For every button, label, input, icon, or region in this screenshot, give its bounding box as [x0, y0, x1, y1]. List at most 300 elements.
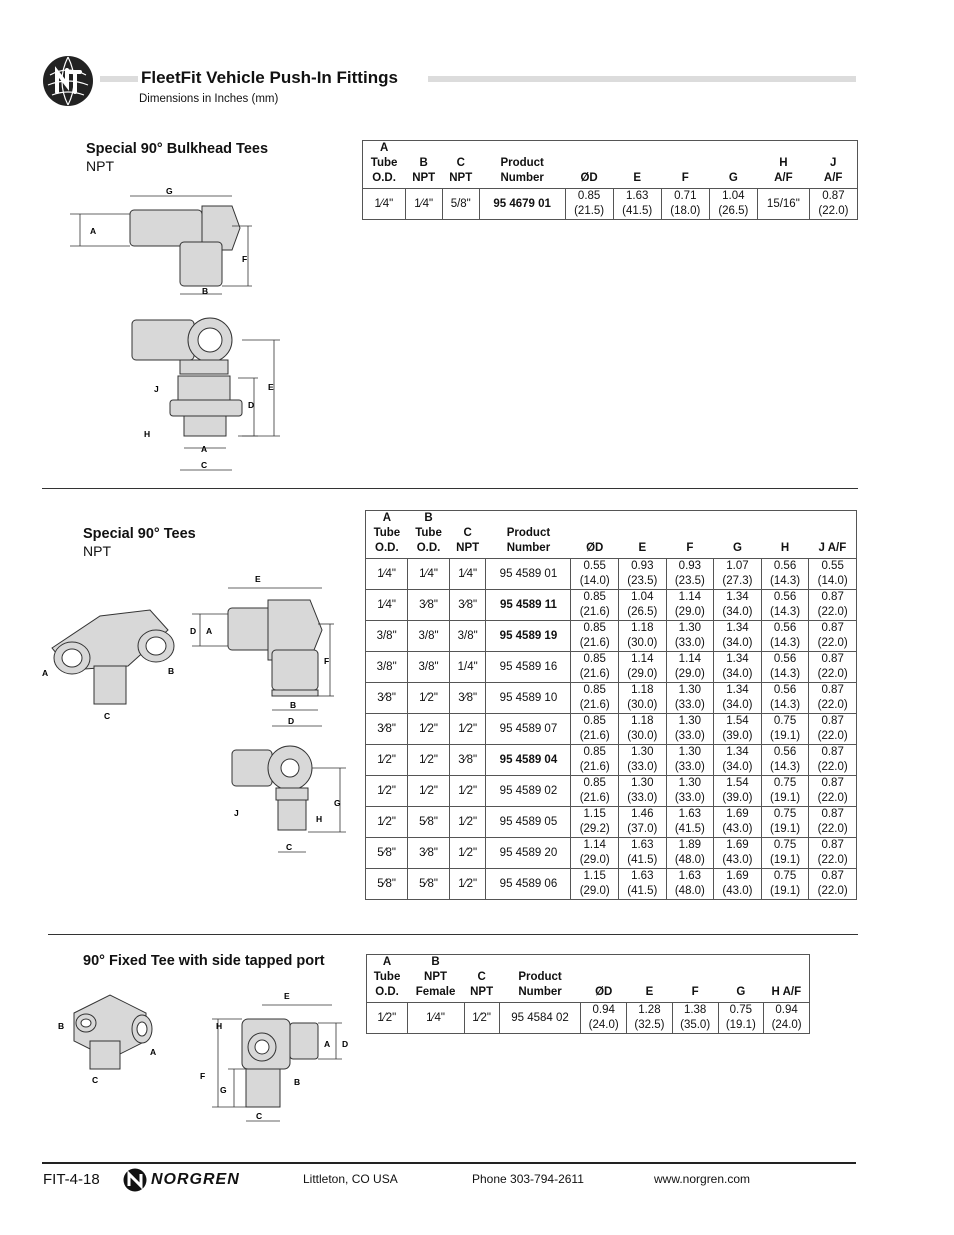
cell-value-in: 0.87 [821, 591, 844, 603]
column-header-line: G [732, 542, 742, 554]
column-header [672, 955, 718, 1003]
cell-value-mm: (22.0) [817, 699, 848, 711]
cell-value-mm: (19.1) [770, 885, 801, 897]
cell-a: 3⁄8" [366, 714, 408, 745]
column-header [405, 141, 442, 189]
cell-value-in: 1.14 [631, 653, 654, 665]
table-row [366, 683, 857, 714]
column-header [718, 955, 764, 1003]
cell-value-mm: (22.0) [818, 205, 849, 217]
cell-value-in: 0.87 [821, 715, 844, 727]
cell-g [714, 621, 762, 652]
cell-value-mm: (33.0) [674, 637, 705, 649]
cell-d [571, 807, 619, 838]
cell-value-in: 1.04 [631, 591, 654, 603]
cell-value-in: 1.14 [583, 839, 606, 851]
table-row [367, 1003, 810, 1034]
cell-value-in: 0.87 [821, 746, 844, 758]
cell-value-in: 1.69 [726, 870, 749, 882]
cell-h [761, 683, 809, 714]
cell-value-in: 1.18 [631, 622, 654, 634]
table-row [366, 776, 857, 807]
cell-b: 1⁄2" [408, 776, 450, 807]
cell-value-mm: (41.5) [622, 205, 653, 217]
cell-value-mm: (34.0) [722, 606, 753, 618]
cell-value-in: 1.63 [678, 808, 702, 820]
cell-value-in: 1.14 [678, 653, 702, 665]
cell-c: 1⁄2" [449, 838, 486, 869]
column-header-line: NPT [412, 172, 436, 184]
column-header [442, 141, 479, 189]
cell-h [761, 745, 809, 776]
cell-value-mm: (21.6) [579, 668, 610, 680]
cell-d [571, 838, 619, 869]
norgren-logo [122, 1168, 240, 1192]
cell-value-in: 0.56 [773, 622, 797, 634]
cell-c: 1⁄2" [449, 869, 486, 900]
cell-d [571, 745, 619, 776]
cell-d [571, 652, 619, 683]
svg-text:E: E [268, 382, 274, 392]
svg-text:D: D [288, 716, 295, 726]
cell-value-in: 1.34 [726, 591, 749, 603]
cell-value-mm: (19.1) [770, 823, 801, 835]
column-header [757, 141, 809, 189]
column-header [761, 511, 809, 559]
cell-value-in: 1.28 [638, 1004, 661, 1016]
table-row [366, 807, 857, 838]
cell-d [571, 559, 619, 590]
cell-value-in: 0.56 [773, 591, 797, 603]
product-number-cell: 95 4589 06 [486, 869, 571, 900]
bulkhead-tee-diagram [60, 182, 300, 482]
cell-e [619, 776, 667, 807]
cell-value-mm: (37.0) [627, 823, 658, 835]
cell-f [666, 714, 714, 745]
column-header-line: Product [500, 157, 544, 169]
cell-value-in: 0.56 [773, 560, 797, 572]
table-row [366, 621, 857, 652]
cell-h: 15/16" [757, 189, 809, 220]
section-2-subtitle: NPT [83, 543, 111, 559]
cell-e [619, 652, 667, 683]
column-header-line: G [736, 986, 746, 998]
column-header-line: O.D. [372, 172, 396, 184]
cell-c: 3⁄8" [449, 745, 486, 776]
cell-value-in: 1.38 [683, 1004, 707, 1016]
column-header-line: Number [500, 172, 544, 184]
cell-value-mm: (21.6) [579, 699, 610, 711]
svg-text:D: D [342, 1039, 349, 1049]
column-header-line: E [638, 542, 647, 554]
cell-a: 1⁄2" [366, 807, 408, 838]
cell-value-mm: (22.0) [817, 823, 848, 835]
cell-value-mm: (21.6) [579, 730, 610, 742]
cell-h [761, 621, 809, 652]
column-header-line: J A/F [818, 542, 847, 554]
cell-value-in: 0.94 [775, 1004, 798, 1016]
tee-diagram [40, 570, 360, 860]
cell-e [619, 559, 667, 590]
cell-value-mm: (21.6) [579, 637, 610, 649]
cell-value-in: 1.30 [678, 777, 702, 789]
cell-value-mm: (23.5) [674, 575, 705, 587]
cell-j [809, 559, 857, 590]
cell-c: 3/8" [449, 621, 486, 652]
cell-value-mm: (22.0) [817, 761, 848, 773]
tee-table [365, 510, 857, 900]
cell-b: 1⁄4" [405, 189, 442, 220]
cell-a: 3⁄8" [366, 683, 408, 714]
cell-b: 3/8" [408, 621, 450, 652]
cell-f [666, 838, 714, 869]
svg-text:A: A [206, 626, 213, 636]
cell-c: 3⁄8" [449, 683, 486, 714]
cell-value-mm: (24.0) [588, 1019, 619, 1031]
title-rule-right [428, 76, 856, 82]
cell-j [809, 745, 857, 776]
cell-b: 3⁄8" [408, 590, 450, 621]
cell-value-mm: (22.0) [817, 606, 848, 618]
column-header [408, 511, 450, 559]
column-header-line: F [681, 172, 689, 184]
table-row [366, 590, 857, 621]
cell-j [809, 683, 857, 714]
svg-text:G: G [166, 186, 173, 196]
cell-value-mm: (22.0) [817, 854, 848, 866]
cell-value-mm: (48.0) [674, 854, 705, 866]
cell-value-in: 1.69 [726, 808, 749, 820]
svg-text:H: H [216, 1021, 223, 1031]
cell-value-mm: (41.5) [674, 823, 705, 835]
cell-value-in: 0.75 [773, 839, 797, 851]
column-header-line: J [829, 157, 837, 169]
cell-e [619, 838, 667, 869]
cell-f [666, 621, 714, 652]
cell-value-in: 0.56 [773, 746, 797, 758]
cell-value-mm: (22.0) [817, 885, 848, 897]
column-header-line: Tube [373, 971, 401, 983]
column-header [714, 511, 762, 559]
column-header-line: NPT [449, 172, 473, 184]
fixed-tee-table [366, 954, 810, 1034]
cell-d [571, 621, 619, 652]
cell-f [666, 559, 714, 590]
table-header-row [366, 511, 857, 559]
cell-value-mm: (29.0) [579, 854, 610, 866]
column-header-line: H [779, 157, 788, 169]
cell-value-mm: (19.1) [770, 792, 801, 804]
svg-text:A: A [42, 668, 49, 678]
cell-value-mm: (22.0) [817, 668, 848, 680]
cell-value-in: 1.15 [583, 808, 606, 820]
cell-b: 1⁄4" [407, 1003, 464, 1034]
cell-a: 1⁄2" [366, 776, 408, 807]
cell-value-in: 0.93 [678, 560, 702, 572]
cell-j [809, 621, 857, 652]
cell-value-mm: (21.6) [579, 606, 610, 618]
column-header-line: ØD [595, 986, 613, 998]
column-header [363, 141, 406, 189]
cell-value-mm: (29.0) [627, 668, 658, 680]
column-header-line: Tube [373, 527, 401, 539]
cell-value-mm: (14.3) [770, 606, 801, 618]
cell-g [714, 745, 762, 776]
column-header-line: O.D. [375, 542, 399, 554]
cell-b: 5⁄8" [408, 807, 450, 838]
norgren-globe-logo [42, 55, 94, 107]
column-header-line: Product [506, 527, 551, 539]
cell-c: 5/8" [442, 189, 479, 220]
cell-value-mm: (21.5) [574, 205, 605, 217]
page-title: FleetFit Vehicle Push-In Fittings [141, 68, 398, 87]
cell-value-in: 0.87 [821, 777, 844, 789]
cell-value-in: 1.63 [631, 839, 654, 851]
cell-value-in: 0.56 [773, 684, 797, 696]
svg-text:E: E [284, 991, 290, 1001]
svg-text:G: G [334, 798, 341, 808]
cell-value-in: 1.63 [626, 190, 649, 202]
column-header-line: C [477, 971, 486, 983]
footer-website: www.norgren.com [654, 1172, 751, 1186]
cell-e [619, 590, 667, 621]
cell-b: 1⁄2" [408, 714, 450, 745]
page-subtitle: Dimensions in Inches (mm) [139, 93, 279, 105]
svg-text:A: A [150, 1047, 157, 1057]
column-header-line: A [382, 956, 392, 968]
cell-j [809, 807, 857, 838]
cell-f [672, 1003, 718, 1034]
column-header [809, 511, 857, 559]
cell-value-mm: (24.0) [771, 1019, 802, 1031]
product-number-cell: 95 4589 02 [486, 776, 571, 807]
cell-j [809, 714, 857, 745]
cell-a: 1⁄4" [363, 189, 406, 220]
cell-value-mm: (14.3) [770, 637, 801, 649]
column-header [565, 141, 613, 189]
product-number-cell: 95 4589 16 [486, 652, 571, 683]
cell-value-in: 0.87 [821, 839, 844, 851]
column-header-line: A/F [823, 172, 843, 184]
section-divider [48, 934, 858, 935]
cell-value-mm: (33.0) [627, 761, 658, 773]
column-header-line: Tube [415, 527, 442, 539]
cell-a: 5⁄8" [366, 869, 408, 900]
cell-value-mm: (26.5) [627, 606, 658, 618]
cell-f [666, 869, 714, 900]
cell-f [666, 745, 714, 776]
cell-value-in: 0.55 [821, 560, 844, 572]
cell-value-mm: (34.0) [722, 699, 753, 711]
column-header-line: Product [518, 971, 562, 983]
section-divider [42, 488, 858, 489]
cell-b: 1⁄2" [408, 683, 450, 714]
cell-j [809, 189, 857, 220]
cell-f [666, 590, 714, 621]
cell-value-in: 0.87 [821, 653, 844, 665]
cell-value-in: 1.46 [631, 808, 654, 820]
column-header-line: NPT [456, 542, 480, 554]
svg-text:E: E [255, 574, 261, 584]
cell-value-mm: (14.3) [770, 699, 801, 711]
cell-value-mm: (33.0) [674, 761, 705, 773]
cell-h [761, 590, 809, 621]
table-row [363, 189, 858, 220]
cell-value-mm: (29.0) [579, 885, 610, 897]
cell-h [761, 776, 809, 807]
cell-value-mm: (21.6) [579, 792, 610, 804]
cell-value-mm: (35.0) [680, 1019, 711, 1031]
cell-value-in: 1.04 [722, 190, 745, 202]
cell-c: 1⁄2" [449, 776, 486, 807]
svg-text:B: B [290, 700, 297, 710]
cell-g [714, 559, 762, 590]
column-header-line: B [424, 512, 433, 524]
table-header-row [363, 141, 858, 189]
brand-name: NORGREN [151, 1171, 240, 1188]
cell-value-mm: (41.5) [627, 885, 658, 897]
column-header-line: O.D. [375, 986, 399, 998]
cell-value-in: 1.63 [678, 870, 702, 882]
column-header-line: ØD [580, 172, 598, 184]
product-number-cell: 95 4589 04 [486, 745, 571, 776]
footer-phone: Phone 303-794-2611 [472, 1172, 584, 1186]
cell-a: 5⁄8" [366, 838, 408, 869]
cell-j [809, 838, 857, 869]
cell-value-in: 0.94 [592, 1004, 615, 1016]
svg-text:D: D [248, 400, 255, 410]
cell-f [666, 776, 714, 807]
cell-value-in: 1.34 [726, 684, 749, 696]
svg-text:B: B [202, 286, 209, 296]
column-header-line: B [431, 956, 440, 968]
cell-value-in: 1.14 [678, 591, 702, 603]
footer-rule [42, 1162, 856, 1164]
cell-c: 1⁄2" [464, 1003, 499, 1034]
cell-value-in: 1.07 [726, 560, 749, 572]
cell-d [581, 1003, 627, 1034]
cell-value-in: 0.56 [773, 653, 797, 665]
cell-value-in: 1.89 [678, 839, 702, 851]
svg-text:J: J [234, 808, 239, 818]
fixed-tee-diagram [50, 985, 370, 1125]
cell-value-in: 1.54 [726, 715, 749, 727]
column-header-line: Number [506, 542, 551, 554]
cell-value-in: 0.87 [821, 808, 844, 820]
column-header-line: H A/F [771, 986, 802, 998]
section-3-title: 90° Fixed Tee with side tapped port [83, 953, 325, 969]
cell-value-mm: (26.5) [718, 205, 749, 217]
cell-h [761, 714, 809, 745]
column-header-line: Number [518, 986, 562, 998]
cell-value-mm: (18.0) [670, 205, 701, 217]
column-header-line: Female [415, 986, 456, 998]
norgren-mark-icon [122, 1168, 148, 1192]
column-header-line: C [463, 527, 472, 539]
column-header-line: A [382, 512, 392, 524]
cell-value-mm: (43.0) [722, 885, 753, 897]
cell-f [666, 807, 714, 838]
column-header-line: B [419, 157, 428, 169]
cell-value-in: 1.30 [631, 777, 654, 789]
column-header [407, 955, 464, 1003]
cell-value-in: 1.34 [726, 622, 749, 634]
svg-text:B: B [168, 666, 175, 676]
product-number-cell: 95 4589 11 [486, 590, 571, 621]
cell-e [619, 621, 667, 652]
svg-text:A: A [201, 444, 208, 454]
cell-d [571, 590, 619, 621]
cell-d [571, 776, 619, 807]
column-header-line: O.D. [416, 542, 441, 554]
svg-text:F: F [242, 254, 248, 264]
column-header-line: H [780, 542, 790, 554]
cell-c: 1⁄2" [449, 807, 486, 838]
cell-value-in: 1.15 [583, 870, 606, 882]
cell-value-mm: (34.0) [722, 637, 753, 649]
section-1-title: Special 90° Bulkhead Tees [86, 141, 269, 157]
cell-h [761, 869, 809, 900]
cell-value-mm: (29.0) [674, 606, 705, 618]
cell-value-in: 0.93 [631, 560, 654, 572]
cell-value-mm: (19.1) [770, 730, 801, 742]
column-header-line: E [633, 172, 642, 184]
cell-h [764, 1003, 810, 1034]
cell-value-mm: (30.0) [627, 699, 658, 711]
cell-value-in: 0.87 [821, 684, 844, 696]
product-number-cell: 95 4589 20 [486, 838, 571, 869]
product-number-cell: 95 4589 19 [486, 621, 571, 652]
cell-j [809, 590, 857, 621]
cell-value-in: 1.30 [631, 746, 654, 758]
cell-e [627, 1003, 673, 1034]
cell-f [666, 652, 714, 683]
cell-h [761, 559, 809, 590]
cell-j [809, 652, 857, 683]
svg-text:H: H [144, 429, 151, 439]
cell-value-mm: (30.0) [627, 730, 658, 742]
cell-e [613, 189, 661, 220]
cell-value-mm: (34.0) [722, 761, 753, 773]
svg-text:J: J [154, 384, 159, 394]
cell-h [761, 807, 809, 838]
cell-g [714, 683, 762, 714]
cell-value-in: 1.18 [631, 684, 654, 696]
cell-g [714, 869, 762, 900]
column-header-line: F [686, 542, 694, 554]
cell-value-in: 0.75 [773, 777, 797, 789]
cell-d [571, 714, 619, 745]
table-row [366, 869, 857, 900]
cell-g [714, 590, 762, 621]
cell-e [619, 869, 667, 900]
cell-value-in: 1.34 [726, 746, 749, 758]
cell-value-mm: (29.2) [579, 823, 610, 835]
cell-c: 1/4" [449, 652, 486, 683]
cell-value-in: 0.75 [773, 808, 797, 820]
column-header-line: Tube [370, 157, 398, 169]
cell-value-in: 0.87 [821, 622, 844, 634]
column-header [613, 141, 661, 189]
table-row [366, 652, 857, 683]
cell-e [619, 714, 667, 745]
cell-value-in: 0.71 [674, 190, 697, 202]
cell-value-in: 0.85 [583, 591, 606, 603]
cell-value-in: 1.34 [726, 653, 749, 665]
cell-value-in: 0.87 [821, 870, 844, 882]
bulkhead-tee-table [362, 140, 858, 220]
cell-value-in: 0.75 [729, 1004, 753, 1016]
